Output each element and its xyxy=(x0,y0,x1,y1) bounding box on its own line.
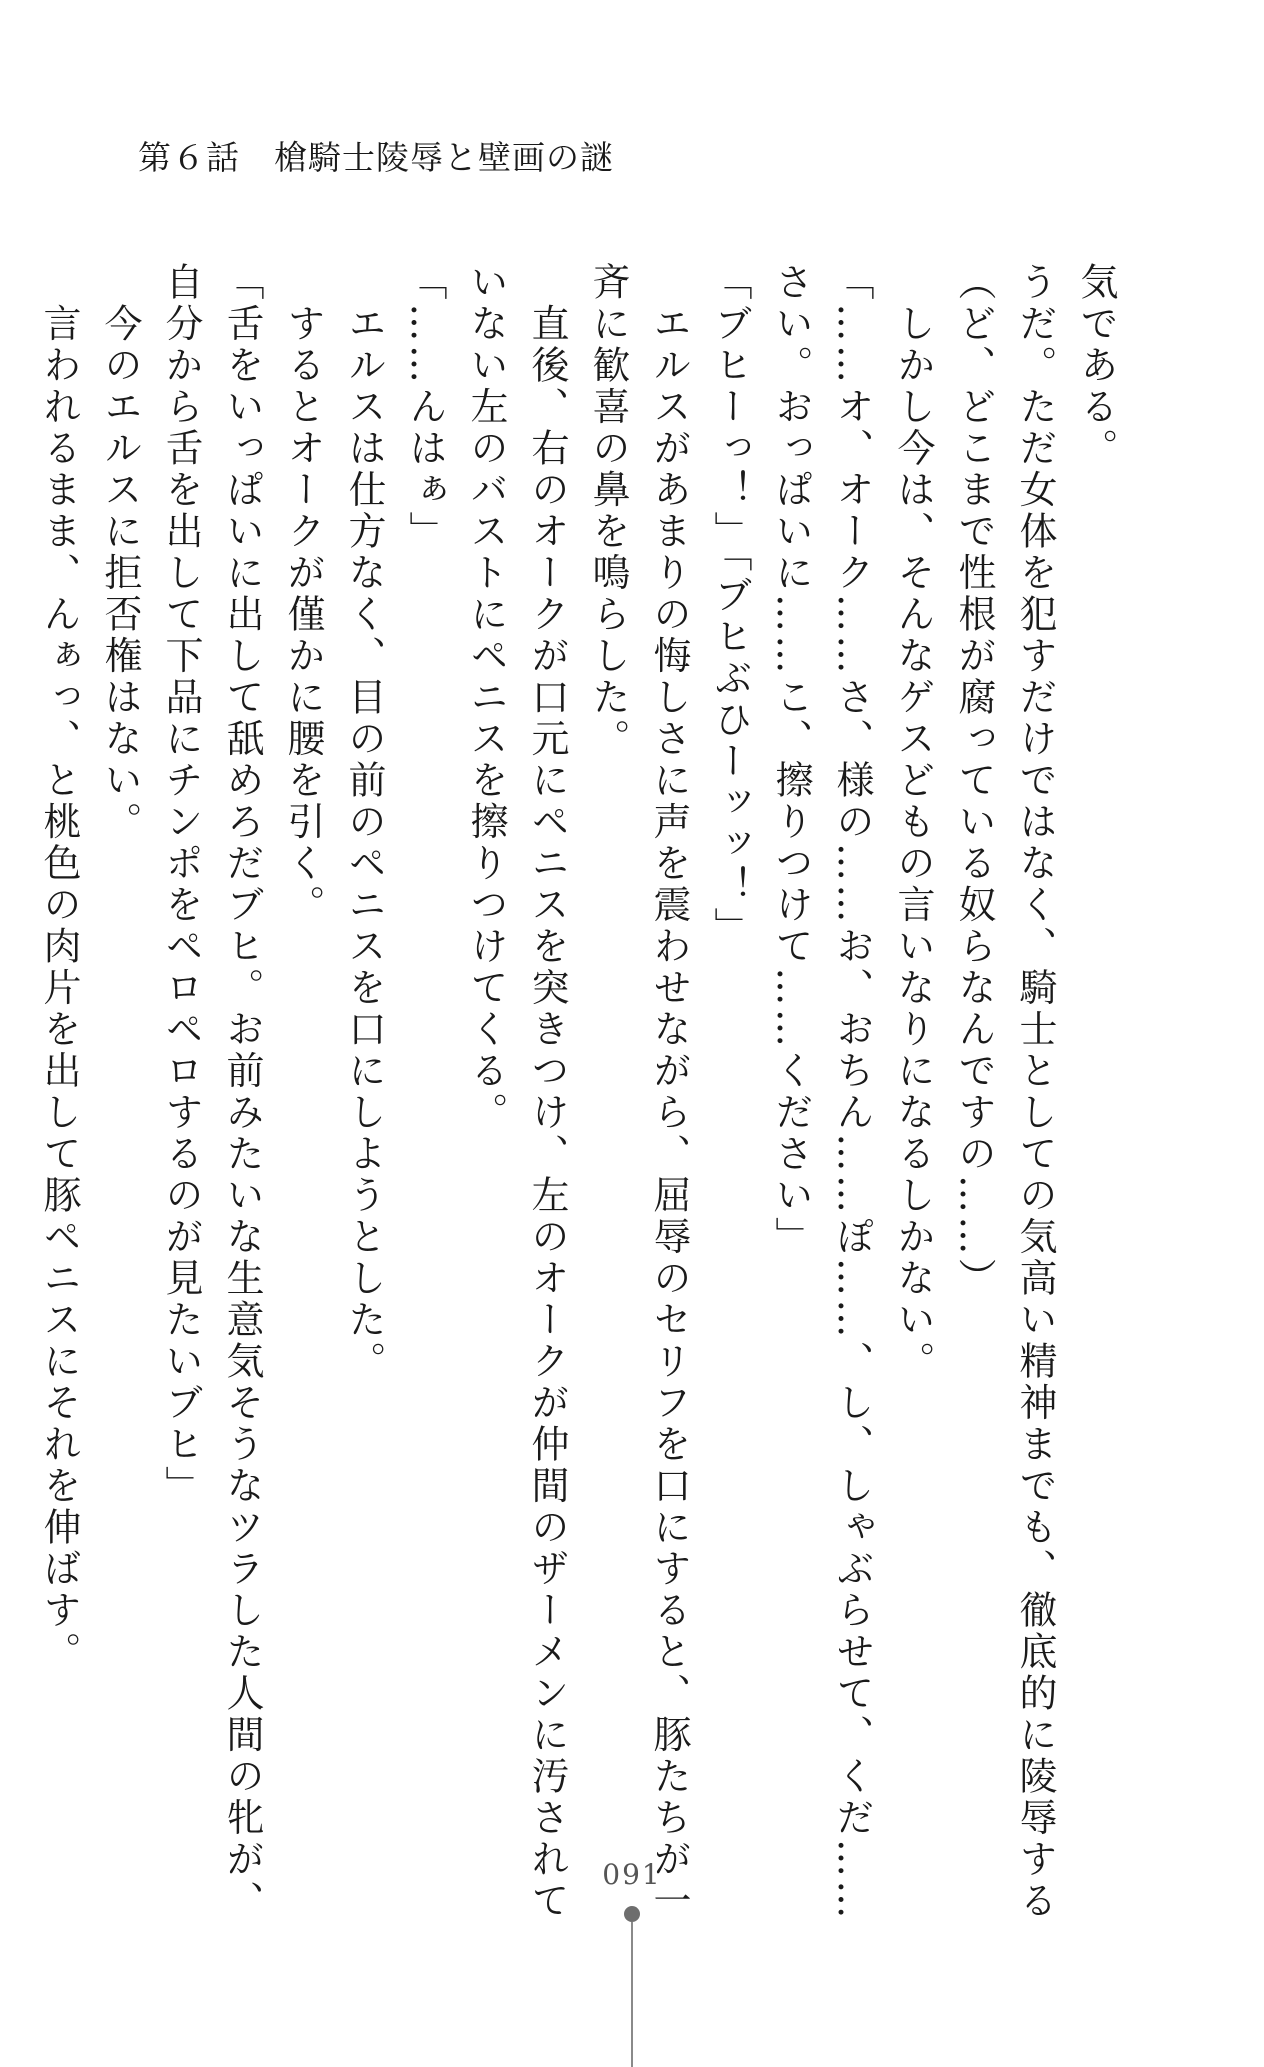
text-line: 「舌をいっぱいに出して舐めろだブヒ。お前みたいな生意気そうなツラした人間の牝が、 xyxy=(220,262,264,1922)
text-line: （ど、どこまで性根が腐っている奴らなんですの……） xyxy=(952,262,996,1300)
text-line: 斉に歓喜の鼻を鳴らした。 xyxy=(586,262,630,760)
text-line: 今のエルスに拒否権はない。 xyxy=(98,262,142,843)
text-line: エルスは仕方なく、目の前のペニスを口にしようとした。 xyxy=(342,262,386,1383)
text-line: 気である。 xyxy=(1074,262,1118,470)
text-line: 言われるまま、んぁっ、と桃色の肉片を出して豚ペニスにそれを伸ばす。 xyxy=(37,262,81,1673)
folio-divider xyxy=(631,1922,633,2067)
folio-dot-icon xyxy=(624,1906,640,1922)
text-line: エルスがあまりの悔しさに声を震わせながら、屈辱のセリフを口にすると、豚たちが一 xyxy=(647,262,691,1922)
text-line: するとオークが僅かに腰を引く。 xyxy=(281,262,325,926)
page-number: 091 xyxy=(602,1858,662,1891)
text-line: しかし今は、そんなゲスどもの言いなりになるしかない。 xyxy=(891,262,935,1383)
text-line: うだ。ただ女体を犯すだけではなく、騎士としての気高い精神までも、徹底的に陵辱する xyxy=(1013,262,1057,1922)
text-line: いない左のバストにペニスを擦りつけてくる。 xyxy=(464,262,508,1134)
text-line: 自分から舌を出して下品にチンポをペロペロするのが見たいブヒ」 xyxy=(159,262,203,1507)
text-line: 「……オ、オーク……さ、様の……お、おちん……ぽ……、し、しゃぶらせて、くだ…… xyxy=(830,262,874,1922)
running-head: 第６話 槍騎士陵辱と壁画の謎 xyxy=(138,138,614,177)
text-line: 直後、右のオークが口元にペニスを突きつけ、左のオークが仲間のザーメンに汚されて xyxy=(525,262,569,1922)
text-line: 「……んはぁ」 xyxy=(403,262,447,553)
text-line: さい。おっぱいに……こ、擦りつけて……ください」 xyxy=(769,262,813,1258)
text-line: 「ブヒーっ！」「ブヒぶひーッッ！」 xyxy=(708,262,752,949)
